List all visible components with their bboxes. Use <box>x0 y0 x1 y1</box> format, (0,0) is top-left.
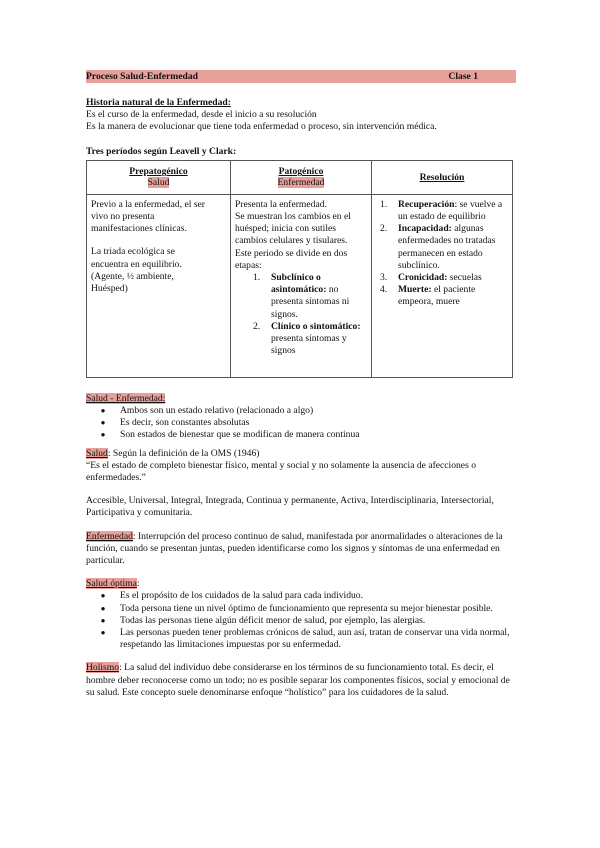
item-number: 3. <box>380 272 388 284</box>
historia-line-1: Es el curso de la enfermedad, desde el inicio a su resolución <box>86 109 317 121</box>
item-number: 2. <box>380 223 388 235</box>
col1-text-2: La triada ecológica se encuentra en equilibrio. (Agente, ½ ambiente, Huésped) <box>91 246 182 295</box>
document-page <box>86 70 516 699</box>
enfermedad-paragraph <box>86 531 516 568</box>
bullet-icon: ● <box>100 615 106 625</box>
bullet-icon: ● <box>100 591 106 601</box>
item-bold: Cronicidad: <box>398 272 448 284</box>
numbered-item <box>380 223 508 272</box>
class-label: Clase 1 <box>448 71 478 82</box>
col1-title: Prepatogénico <box>129 166 188 178</box>
bullet-item <box>86 405 516 417</box>
bullet-item <box>86 590 516 602</box>
historia-heading: Historia natural de la Enfermedad: <box>86 97 231 108</box>
salud-traits: Accesible, Universal, Integral, Integrada, Continua y permanente, Activa, Interdisciplinaria, Intersectorial, Participativa y comunitaria. <box>86 495 494 519</box>
col-resolucion-header <box>372 160 513 194</box>
bullet-icon: ● <box>100 603 106 613</box>
item-bold: Recuperación <box>398 198 455 210</box>
salud-optima-list <box>86 590 516 651</box>
numbered-item <box>380 272 508 284</box>
col2-list <box>253 272 367 357</box>
bullet-item <box>86 603 516 615</box>
periodos-heading: Tres períodos según Leavell y Clark: <box>86 145 237 157</box>
salud-enfermedad-list <box>86 405 516 442</box>
item-bold: Clínico o sintomático: <box>271 320 361 332</box>
numbered-item <box>253 321 367 358</box>
col3-list <box>380 199 508 309</box>
col1-subtitle: Salud <box>147 177 170 189</box>
bullet-item <box>86 429 516 441</box>
bullet-text: Son estados de bienestar que se modifican de manera continua <box>120 429 360 441</box>
col-patogenico-header <box>231 160 372 194</box>
enfermedad-def: : Interrupción del proceso continuo de salud, manifestada por anormalidades o alteraciones de la función, cuando se presentan juntas, pueden identificarse como los signos y síntomas de una enfermedad en particular. <box>86 530 503 567</box>
item-bold: Subclínico o asintomático: <box>271 272 327 296</box>
col2-subtitle: Enfermedad <box>277 177 325 189</box>
col2-title: Patogénico <box>278 166 324 178</box>
bullet-text: Toda persona tiene un nivel óptimo de funcionamiento que representa su mejor bienestar posible. <box>120 602 493 614</box>
item-text <box>398 272 482 284</box>
holismo-term: Holismo <box>86 662 120 674</box>
item-text <box>398 223 508 272</box>
col2-cell <box>231 194 372 377</box>
col-prepatogenico-header <box>87 160 231 194</box>
col3-title: Resolución <box>419 171 465 183</box>
col2-text-2: Se muestran los cambios en el huésped; inicia con sutiles cambios celulares y tisulares. <box>235 211 351 247</box>
holismo-paragraph <box>86 662 516 699</box>
bullet-text: Todas las personas tiene algún déficit menor de salud, por ejemplo, las alergias. <box>120 614 426 626</box>
item-text <box>398 284 508 308</box>
item-rest: no presenta síntomas ni signos. <box>271 284 350 320</box>
item-number: 1. <box>380 198 388 210</box>
item-rest: el paciente empeora, muere <box>398 284 476 308</box>
item-number: 4. <box>380 284 388 296</box>
bullet-icon: ● <box>100 418 106 428</box>
bullet-item <box>86 615 516 627</box>
col2-text-3: Este periodo se divide en dos etapas: <box>235 247 348 271</box>
periods-table <box>86 160 513 378</box>
numbered-item <box>253 272 367 321</box>
numbered-item <box>380 199 508 223</box>
item-text <box>271 321 367 358</box>
enfermedad-term: Enfermedad <box>86 530 133 542</box>
col2-text-1: Presenta la enfermedad. <box>235 198 327 210</box>
bullet-icon: ● <box>100 406 106 416</box>
salud-quote: “Es el estado de completo bienestar físico, mental y social y no solamente la ausencia de afecciones o enfermedades.” <box>86 459 476 484</box>
title-bar <box>86 70 516 83</box>
salud-term: Salud <box>86 447 108 459</box>
salud-optima-heading: Salud óptima <box>86 578 137 590</box>
bullet-item <box>86 417 516 429</box>
item-text <box>271 272 367 321</box>
item-number: 1. <box>253 272 261 284</box>
item-rest: : se vuelve a un estado de equilibrio <box>398 198 503 223</box>
bullet-icon: ● <box>100 628 106 638</box>
bullet-item <box>86 627 516 651</box>
holismo-def: : La salud del individuo debe considerarse en los términos de su funcionamiento total. Es decir, el hombre deber reconocerse como un todo; no es posible separar los componentes físicos, social y emocional de su salud. Este concepto suele denominarse enfoque “holístico” para los cuidadores de la salud. <box>86 662 510 698</box>
item-bold: Incapacidad: <box>398 223 452 235</box>
item-text <box>398 199 508 223</box>
col3-cell <box>372 194 513 377</box>
numbered-item <box>380 284 508 308</box>
item-rest: presenta síntomas y signos <box>271 333 347 357</box>
item-rest: algunas enfermedades no tratadas permanecen en estado subclínico. <box>398 223 496 271</box>
item-number: 2. <box>253 320 261 332</box>
item-bold: Muerte: <box>398 284 432 296</box>
col1-cell <box>87 194 231 377</box>
salud-def: : Según la definición de la OMS (1946) <box>107 447 260 459</box>
historia-line-2: Es la manera de evolucionar que tiene toda enfermedad o proceso, sin intervención médica. <box>86 121 437 133</box>
bullet-icon: ● <box>100 430 106 440</box>
col1-text-1: Previo a la enfermedad, el ser vivo no presenta manifestaciones clínicas. <box>91 198 206 235</box>
item-rest: secuelas <box>447 272 482 284</box>
bullet-text: Ambos son un estado relativo (relacionado a algo) <box>120 405 314 417</box>
document-title: Proceso Salud-Enfermedad <box>86 71 199 82</box>
salud-enfermedad-heading: Salud - Enfermedad: <box>86 392 166 404</box>
bullet-text: Es decir, son constantes absolutas <box>120 417 250 429</box>
bullet-text: Las personas pueden tener problemas crónicos de salud, aun así, tratan de conservar una vida normal, respetando las limitaciones impuestas por su enfermedad. <box>120 627 510 651</box>
salud-paragraph <box>86 448 516 460</box>
bullet-text: Es el propósito de los cuidados de la salud para cada individuo. <box>120 590 363 602</box>
salud-optima-colon: : <box>136 578 140 590</box>
